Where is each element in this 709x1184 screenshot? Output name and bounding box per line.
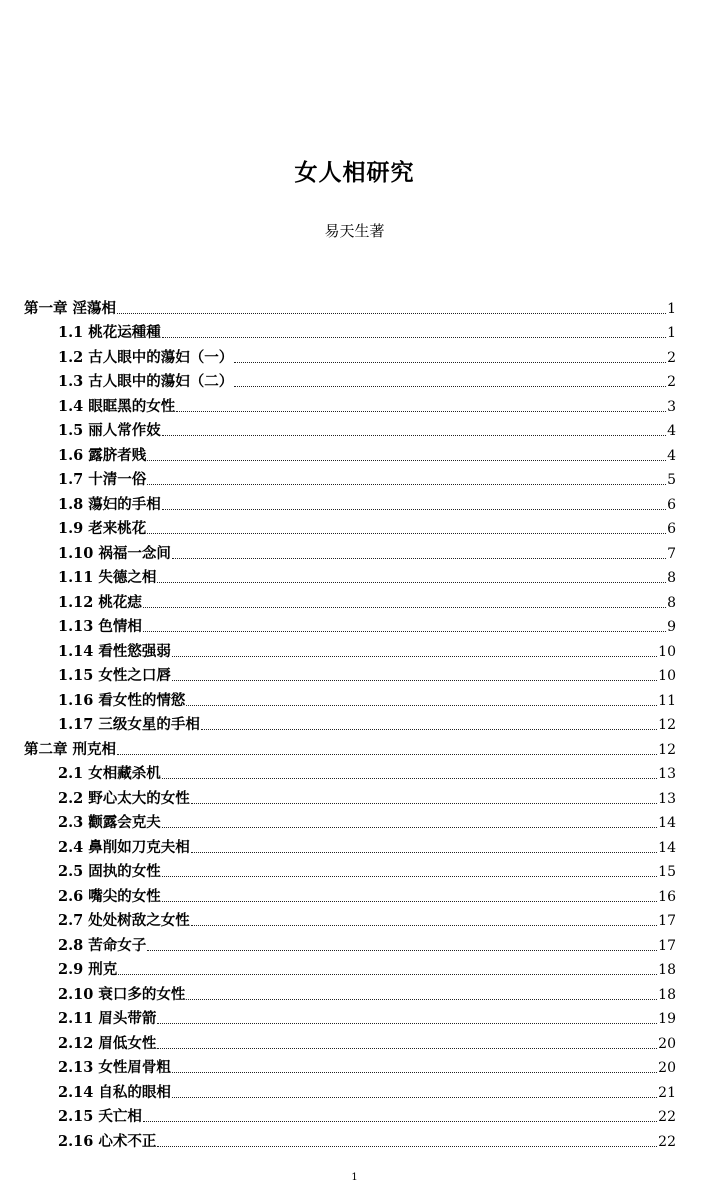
toc-entry-label: 2.11 眉头带箭 [58,1010,157,1027]
toc-entry-label: 2.8 苦命女子 [58,936,147,954]
toc-entry-page-number: 22 [658,1133,676,1150]
toc-section-entry[interactable] [0,1005,709,1030]
toc-dot-leader [234,386,666,387]
toc-section-entry[interactable] [0,441,709,466]
toc-entry-label: 2.4 鼻削如刀克夫相 [58,838,190,856]
toc-entry-page-number: 13 [658,766,676,782]
toc-entry-page-number: 9 [667,619,676,635]
toc-entry-label: 1.15 女性之口唇 [58,667,171,684]
toc-entry-label: 2.3 颧露会克夫 [58,814,161,831]
toc-dot-leader [162,876,657,877]
toc-dot-leader [147,460,666,461]
toc-entry-page-number: 1 [667,300,676,317]
toc-entry-label: 2.10 衰口多的女性 [58,985,186,1003]
toc-dot-leader [162,509,666,510]
toc-entry-page-number: 10 [658,668,676,684]
toc-section-entry[interactable] [0,686,709,711]
toc-entry-page-number: 14 [658,839,676,856]
toc-dot-leader [157,1048,657,1049]
toc-entry-page-number: 17 [658,913,676,929]
toc-dot-leader [162,435,666,436]
toc-entry-label: 1.4 眼眶黑的女性 [58,397,176,415]
toc-entry-page-number: 13 [658,790,676,807]
toc-dot-leader [162,337,666,338]
toc-section-entry[interactable] [0,760,709,785]
toc-section-entry[interactable] [0,907,709,932]
toc-section-entry[interactable] [0,392,709,417]
toc-entry-page-number: 20 [658,1035,676,1052]
toc-dot-leader [186,705,657,706]
toc-entry-label: 2.12 眉低女性 [58,1034,157,1052]
toc-dot-leader [147,533,666,534]
toc-entry-page-number: 19 [658,1011,676,1027]
toc-entry-label: 第一章 淫蕩相 [24,299,117,317]
toc-entry-label: 2.6 嘴尖的女性 [58,887,161,905]
toc-dot-leader [117,313,666,314]
toc-section-entry[interactable] [0,539,709,564]
toc-section-entry[interactable] [0,466,709,491]
toc-dot-leader [191,925,657,926]
toc-section-entry[interactable] [0,515,709,540]
toc-dot-leader [143,607,666,608]
toc-dot-leader [234,362,666,363]
toc-entry-label: 1.14 看性慾强弱 [58,642,171,660]
toc-section-entry[interactable] [0,368,709,393]
toc-dot-leader [143,631,666,632]
toc-entry-page-number: 2 [667,374,676,390]
toc-dot-leader [172,680,657,681]
toc-dot-leader [162,827,657,828]
toc-dot-leader [191,803,657,804]
toc-entry-page-number: 5 [667,472,676,488]
toc-entry-page-number: 11 [658,692,676,709]
toc-dot-leader [147,484,666,485]
toc-entry-page-number: 1 [667,325,676,341]
toc-dot-leader [157,1146,657,1147]
toc-entry-label: 2.5 固执的女性 [58,863,161,880]
toc-entry-page-number: 16 [658,888,676,905]
toc-entry-label: 1.13 色情相 [58,618,142,635]
document-author: 易天生著 [324,222,385,240]
toc-entry-label: 2.14 自私的眼相 [58,1083,171,1101]
toc-dot-leader [118,974,657,975]
toc-section-entry[interactable] [0,980,709,1005]
toc-section-entry[interactable] [0,588,709,613]
toc-entry-page-number: 2 [667,349,676,366]
document-title: 女人相研究 [294,159,415,187]
toc-dot-leader [172,1097,657,1098]
toc-entry-label: 2.16 心术不正 [58,1132,157,1150]
toc-section-entry[interactable] [0,1127,709,1152]
toc-dot-leader [157,1023,657,1024]
toc-section-entry[interactable] [0,564,709,589]
toc-entry-label: 1.7 十清一俗 [58,471,147,488]
toc-section-entry[interactable] [0,319,709,344]
toc-entry-page-number: 14 [658,815,676,831]
toc-dot-leader [201,729,657,730]
toc-entry-label: 2.9 刑克 [58,961,118,978]
toc-entry-label: 1.17 三级女星的手相 [58,716,200,733]
page-number: 1 [351,1172,358,1183]
toc-entry-page-number: 4 [667,447,676,464]
toc-entry-page-number: 8 [667,594,676,611]
toc-dot-leader [172,656,657,657]
toc-section-entry[interactable] [0,956,709,981]
toc-entry-label: 2.15 夭亡相 [58,1108,142,1125]
toc-entry-label: 第二章 刑克相 [24,740,117,758]
toc-section-entry[interactable] [0,343,709,368]
toc-section-entry[interactable] [0,882,709,907]
toc-section-entry[interactable] [0,1078,709,1103]
toc-entry-label: 1.16 看女性的情慾 [58,691,186,709]
toc-dot-leader [143,1121,657,1122]
toc-chapter-entry[interactable] [0,735,709,760]
toc-entry-label: 2.7 处处树敌之女性 [58,912,190,929]
toc-section-entry[interactable] [0,858,709,883]
toc-entry-page-number: 12 [658,717,676,733]
toc-entry-page-number: 17 [658,937,676,954]
toc-section-entry[interactable] [0,637,709,662]
toc-section-entry[interactable] [0,1029,709,1054]
toc-entry-page-number: 4 [667,423,676,439]
toc-section-entry[interactable] [0,1054,709,1079]
toc-section-entry[interactable] [0,833,709,858]
toc-section-entry[interactable] [0,809,709,834]
toc-dot-leader [172,558,666,559]
toc-entry-page-number: 22 [658,1109,676,1125]
toc-dot-leader [162,901,657,902]
toc-section-entry[interactable] [0,613,709,638]
toc-entry-page-number: 6 [667,521,676,537]
toc-entry-page-number: 6 [667,496,676,513]
toc-dot-leader [147,950,657,951]
toc-dot-leader [191,852,657,853]
toc-entry-label: 1.8 蕩妇的手相 [58,495,161,513]
toc-section-entry[interactable] [0,417,709,442]
toc-chapter-entry[interactable] [0,294,709,319]
toc-section-entry[interactable] [0,784,709,809]
toc-entry-page-number: 21 [658,1084,676,1101]
toc-section-entry[interactable] [0,1103,709,1128]
toc-entry-label: 1.10 祸福一念间 [58,544,171,562]
toc-section-entry[interactable] [0,931,709,956]
table-of-contents [0,294,709,1152]
toc-entry-page-number: 18 [658,986,676,1003]
toc-entry-label: 1.1 桃花运種種 [58,324,161,341]
toc-entry-label: 1.9 老来桃花 [58,520,147,537]
toc-entry-label: 2.1 女相藏杀机 [58,765,161,782]
toc-entry-page-number: 20 [658,1060,676,1076]
toc-entry-label: 1.5 丽人常作妓 [58,422,161,439]
toc-dot-leader [157,582,666,583]
toc-entry-page-number: 15 [658,864,676,880]
toc-entry-page-number: 8 [667,570,676,586]
toc-entry-page-number: 10 [658,643,676,660]
toc-entry-page-number: 12 [658,741,676,758]
toc-section-entry[interactable] [0,490,709,515]
toc-entry-label: 2.13 女性眉骨粗 [58,1059,171,1076]
toc-entry-label: 1.2 古人眼中的蕩妇（一） [58,348,234,366]
toc-entry-label: 1.12 桃花痣 [58,593,142,611]
toc-dot-leader [172,1072,657,1073]
toc-dot-leader [176,411,666,412]
toc-section-entry[interactable] [0,711,709,736]
toc-dot-leader [186,999,657,1000]
toc-dot-leader [117,754,657,755]
toc-entry-label: 1.3 古人眼中的蕩妇（二） [58,373,234,390]
toc-entry-page-number: 3 [667,398,676,415]
toc-entry-label: 1.11 失德之相 [58,569,157,586]
toc-section-entry[interactable] [0,662,709,687]
toc-entry-page-number: 7 [667,545,676,562]
toc-dot-leader [162,778,657,779]
toc-entry-label: 1.6 露脐者贱 [58,446,147,464]
toc-entry-label: 2.2 野心太大的女性 [58,789,190,807]
toc-entry-page-number: 18 [658,962,676,978]
